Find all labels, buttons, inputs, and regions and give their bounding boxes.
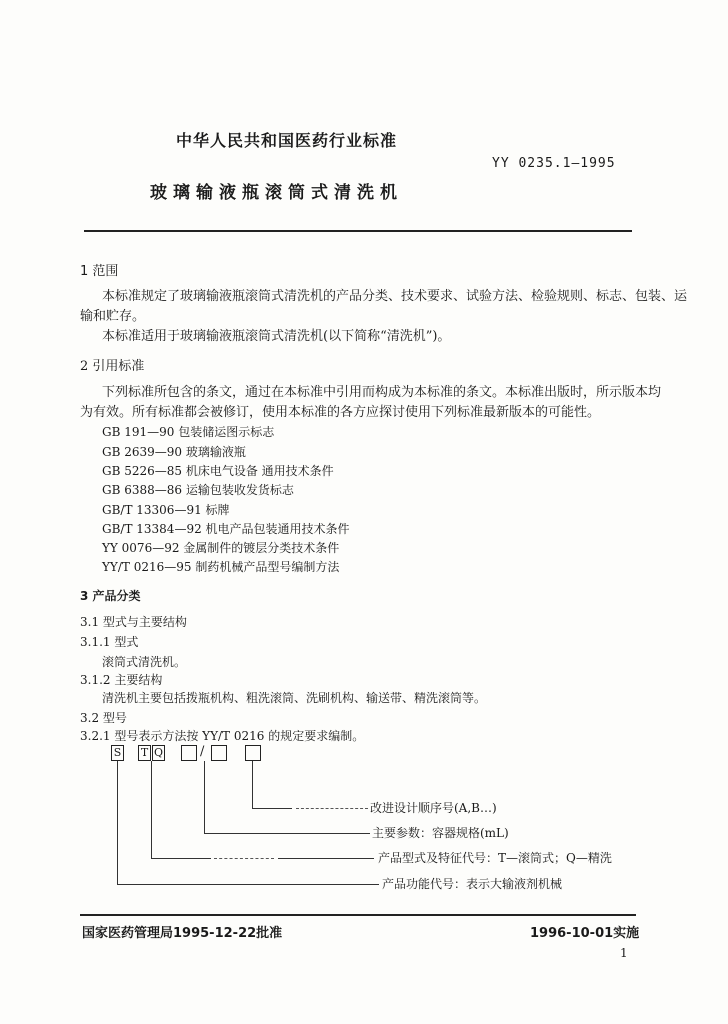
label-sequence-number: 改进设计顺序号(A,B…) [370, 801, 497, 815]
subsection-3-1-2: 3.1.2 主要结构 [80, 673, 163, 687]
reference-item: YY 0076—92 金属制件的镀层分类技术条件 [102, 541, 340, 555]
header-rule [84, 230, 632, 232]
subsection-3-1-1-text: 滚筒式清洗机。 [102, 655, 187, 669]
reference-item: GB/T 13384—92 机电产品包装通用技术条件 [102, 522, 350, 536]
label-type-code: 产品型式及特征代号：T—滚筒式；Q—精洗 [378, 851, 612, 865]
subsection-3-2: 3.2 型号 [80, 711, 127, 725]
footer-rule [80, 914, 636, 916]
leader-line [204, 833, 370, 834]
leader-line [278, 858, 374, 859]
label-function-code: 产品功能代号：表示大输液剂机械 [382, 877, 563, 891]
approval-date: 国家医药管理局1995-12-22批准 [82, 926, 283, 941]
reference-item: GB 5226—85 机床电气设备 通用技术条件 [102, 464, 334, 478]
subsection-3-1: 3.1 型式与主要结构 [80, 615, 187, 629]
code-box-q: Q [153, 746, 164, 759]
section-2-heading: 2 引用标准 [80, 359, 145, 374]
code-slash: / [200, 744, 205, 759]
code-box-seq [245, 745, 261, 761]
leader-line [252, 761, 253, 808]
subsection-3-1-1: 3.1.1 型式 [80, 635, 139, 649]
subsection-3-2-1: 3.2.1 型号表示方法按 YY/T 0216 的规定要求编制。 [80, 729, 365, 743]
subsection-3-1-2-text: 清洗机主要包括拨瓶机构、粗洗滚筒、洗刷机构、输送带、精洗滚筒等。 [102, 691, 487, 705]
leader-line [117, 884, 379, 885]
code-box-param [181, 745, 197, 761]
leader-line [252, 808, 292, 809]
code-box-param-2 [211, 745, 227, 761]
section-1-para-1-cont: 输和贮存。 [80, 309, 146, 324]
reference-item: GB 191—90 包装储运图示标志 [102, 425, 275, 439]
leader-line [151, 761, 152, 858]
section-1-para-2: 本标准适用于玻璃输液瓶滚筒式清洗机(以下简称“清洗机”)。 [102, 329, 451, 344]
page-number: 1 [620, 946, 628, 960]
code-box-s: S [111, 745, 124, 761]
org-title: 中华人民共和国医药行业标准 [176, 131, 398, 150]
section-2-para-1: 下列标准所包含的条文，通过在本标准中引用而构成为本标准的条文。本标准出版时，所示版本均 [102, 385, 662, 400]
section-3-heading: 3 产品分类 [80, 589, 141, 603]
leader-line [214, 858, 274, 860]
standard-code: YY 0235.1—1995 [492, 156, 616, 171]
reference-item: GB/T 13306—91 标牌 [102, 503, 230, 517]
doc-title: 玻璃输液瓶滚筒式清洗机 [150, 183, 403, 203]
reference-item: GB 6388—86 运输包装收发货标志 [102, 483, 294, 497]
section-1-para-1: 本标准规定了玻璃输液瓶滚筒式清洗机的产品分类、技术要求、试验方法、检验规则、标志、包装、运 [102, 289, 688, 304]
label-main-parameter: 主要参数：容器规格(mL) [372, 826, 509, 840]
reference-item: GB 2639—90 玻璃输液瓶 [102, 445, 246, 459]
section-2-para-1-cont: 为有效。所有标准都会被修订，使用本标准的各方应探讨使用下列标准最新版本的可能性。 [80, 405, 601, 420]
leader-line [296, 808, 368, 810]
leader-line [204, 761, 205, 833]
code-box-t: T [138, 745, 151, 761]
leader-line [151, 858, 211, 859]
section-1-heading: 1 范围 [80, 264, 119, 279]
leader-line [117, 761, 118, 884]
implementation-date: 1996-10-01实施 [530, 926, 640, 941]
reference-item: YY/T 0216—95 制药机械产品型号编制方法 [102, 560, 340, 574]
